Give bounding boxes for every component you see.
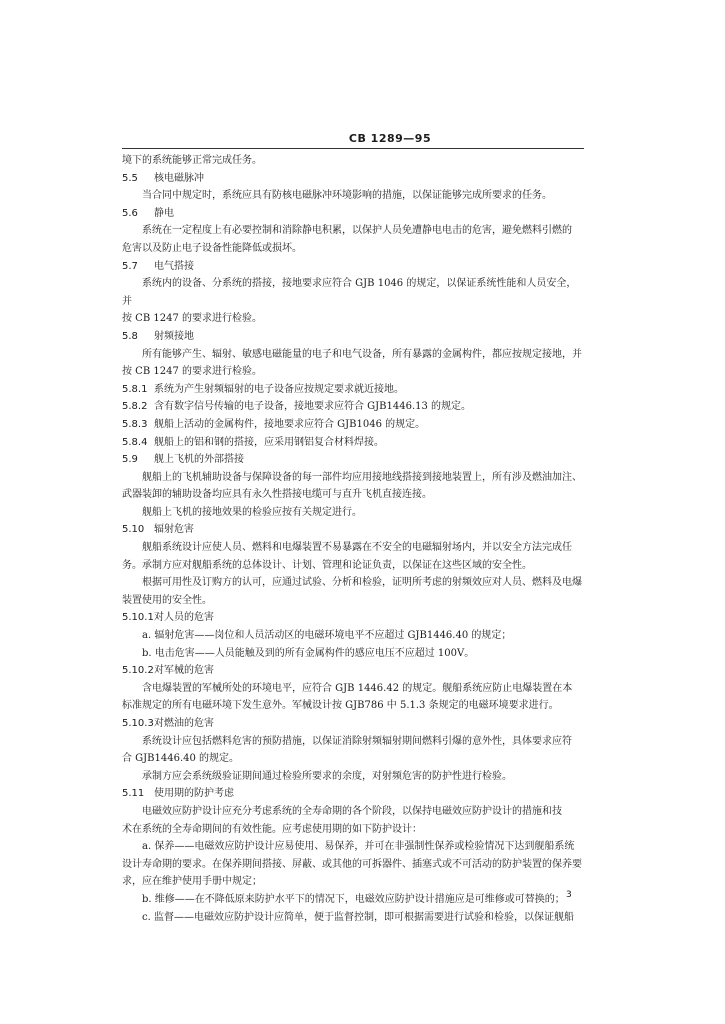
paragraph-line: 系统内的设备、分系统的搭接，接地要求应符合 GJB 1046 的规定，以保证系统性能和人员安全，并	[122, 278, 577, 307]
section-title: 静电	[154, 207, 174, 219]
paragraph-line: 舰船上飞机的接地效果的检验应按有关规定进行。	[142, 506, 362, 518]
paragraph-line: 按 CB 1247 的要求进行检验。	[122, 313, 262, 325]
section-title: 对人员的危害	[154, 612, 214, 624]
section-heading-5-9	[122, 451, 584, 469]
paragraph-line: 危害以及防止电子设备性能降低或损坏。	[122, 242, 302, 254]
paragraph-line: 含电爆装置的军械所处的环境电平，应符合 GJB 1446.42 的规定。舰船系统应防止电爆装置在本	[142, 682, 573, 694]
paragraph-line: 系统在一定程度上有必要控制和消除静电积累，以保护人员免遭静电电击的危害，避免燃料引燃的	[142, 225, 572, 237]
section-number: 5.11	[122, 788, 145, 800]
clause-5-8-1	[122, 381, 584, 399]
clause-5-8-4	[122, 434, 584, 452]
section-title: 核电磁脉冲	[154, 172, 204, 184]
section-heading-5-5	[122, 170, 584, 188]
section-heading-5-10-2	[122, 662, 584, 680]
section-heading-5-8	[122, 328, 584, 346]
paragraph-line: 承制方应会系统级验证期间通过检验所要求的余度，对射频危害的防护性进行检验。	[142, 770, 512, 782]
section-number: 5.5	[122, 172, 138, 184]
clause-text: 系统为产生射频辐射的电子设备应按规定要求就近接地。	[154, 383, 404, 395]
paragraph-line: 电磁效应防护设计应充分考虑系统的全寿命期的各个阶段，以保持电磁效应防护设计的措施和技	[142, 805, 562, 817]
section-title: 对燃油的危害	[154, 718, 214, 729]
clause-5-8-2	[122, 398, 584, 416]
list-item: c. 监督——电磁效应防护设计应简单，便于监督控制，即可根据需要进行试验和检验，以保证舰船	[142, 911, 574, 923]
section-number: 5.7	[122, 260, 138, 272]
paragraph-line: 按 CB 1247 的要求进行检验。	[122, 366, 262, 378]
paragraph-line: 系统设计应包括燃料危害的预防措施，以保证消除射频辐射期间燃料引爆的意外性，具体要求应符	[142, 735, 572, 747]
section-number: 5.10.1	[122, 612, 154, 624]
section-heading-5-10-1	[122, 609, 584, 627]
paragraph-line: 合 GJB1446.40 的规定。	[122, 753, 240, 765]
section-title: 舰上飞机的外部搭接	[154, 454, 244, 466]
section-number: 5.8.1	[122, 383, 148, 395]
clause-text: 含有数字信号传输的电子设备，接地要求应符合 GJB1446.13 的规定。	[154, 401, 472, 413]
list-item: a. 保养——电磁效应防护设计应易使用、易保养，并可在非强制性保养或检验情况下达到舰船系统	[142, 841, 575, 853]
section-title: 辐射危害	[154, 524, 194, 536]
clause-text: 舰船上的铝和钢的搭接，应采用钢铝复合材料焊接。	[154, 436, 384, 448]
section-number: 5.8.2	[122, 401, 148, 413]
section-number: 5.8.3	[122, 418, 148, 430]
paragraph-line: 设计寿命期的要求。在保养期间搭接、屏蔽、或其他的可拆器件、插塞式或不可活动的防护装置的保养要	[122, 858, 582, 870]
paragraph-line: 舰船上的飞机辅助设备与保障设备的每一部件均应用接地线搭接到接地装置上，所有涉及燃油加注、	[142, 471, 582, 483]
section-number: 5.8	[122, 330, 138, 342]
paragraph-line: 术在系统的全寿命期间的有效性能。应考虑使用期的如下防护设计：	[122, 823, 422, 835]
section-number: 5.9	[122, 454, 138, 466]
section-title: 射频接地	[154, 330, 194, 342]
section-heading-5-11	[122, 785, 584, 803]
list-item: a. 辐射危害——岗位和人员活动区的电磁环境电平不应超过 GJB1446.40 的规定；	[142, 630, 512, 642]
paragraph-line: 装置使用的安全性。	[122, 594, 212, 606]
paragraph-line: 武器装卸的辅助设备均应具有永久性搭接电缆可与直升飞机直接连接。	[122, 489, 432, 501]
section-heading-5-10	[122, 521, 584, 539]
section-number: 5.10.3	[122, 718, 154, 729]
paragraph-line: 务。承制方应对舰船系统的总体设计、计划、管理和论证负责，以保证在这些区域的安全性。	[122, 559, 532, 571]
paragraph-line: 当合同中规定时，系统应具有防核电磁脉冲环境影响的措施，以保证能够完成所要求的任务。	[142, 190, 552, 202]
paragraph-line: 标准规定的所有电磁环境下发生意外。军械设计按 GJB786 中 5.1.3 条规定的电磁环境要求进行。	[122, 700, 559, 712]
header-rule	[122, 148, 584, 149]
document-body	[122, 152, 584, 926]
section-heading-5-6	[122, 205, 584, 223]
section-title: 使用期的防护考虑	[154, 788, 234, 800]
clause-text: 舰船上活动的金属构件，接地要求应符合 GJB1046 的规定。	[154, 418, 426, 430]
list-item: b. 维修——在不降低原来防护水平下的情况下，电磁效应防护设计措施应是可维修或可替换的；	[142, 893, 565, 905]
paragraph-line: 所有能够产生、辐射、敏感电磁能量的电子和电气设备，所有暴露的金属构件，都应按规定接地，并	[142, 348, 582, 360]
section-number: 5.10.2	[122, 665, 154, 677]
section-heading-5-7	[122, 258, 584, 276]
paragraph-line: 境下的系统能够正常完成任务。	[122, 155, 262, 166]
list-item: b. 电击危害——人员能触及到的所有金属构件的感应电压不应超过 100V。	[142, 647, 475, 659]
page-header-code: CB 1289—95	[348, 132, 432, 145]
section-number: 5.6	[122, 207, 138, 219]
page-number: 3	[566, 890, 572, 900]
section-heading-5-10-3	[122, 715, 584, 733]
paragraph-line: 根据可用性及订购方的认可，应通过试验、分析和检验，证明所考虑的射频效应对人员、燃料及电爆	[142, 577, 582, 589]
paragraph-line: 舰船系统设计应使人员、燃料和电爆装置不易暴露在不安全的电磁辐射场内，并以安全方法完成任	[142, 542, 572, 554]
paragraph-line: 求，应在维护使用手册中规定；	[122, 876, 262, 888]
clause-5-8-3	[122, 416, 584, 434]
section-number: 5.8.4	[122, 436, 148, 448]
section-number: 5.10	[122, 524, 145, 536]
section-title: 电气搭接	[154, 260, 194, 272]
section-title: 对军械的危害	[154, 665, 214, 677]
